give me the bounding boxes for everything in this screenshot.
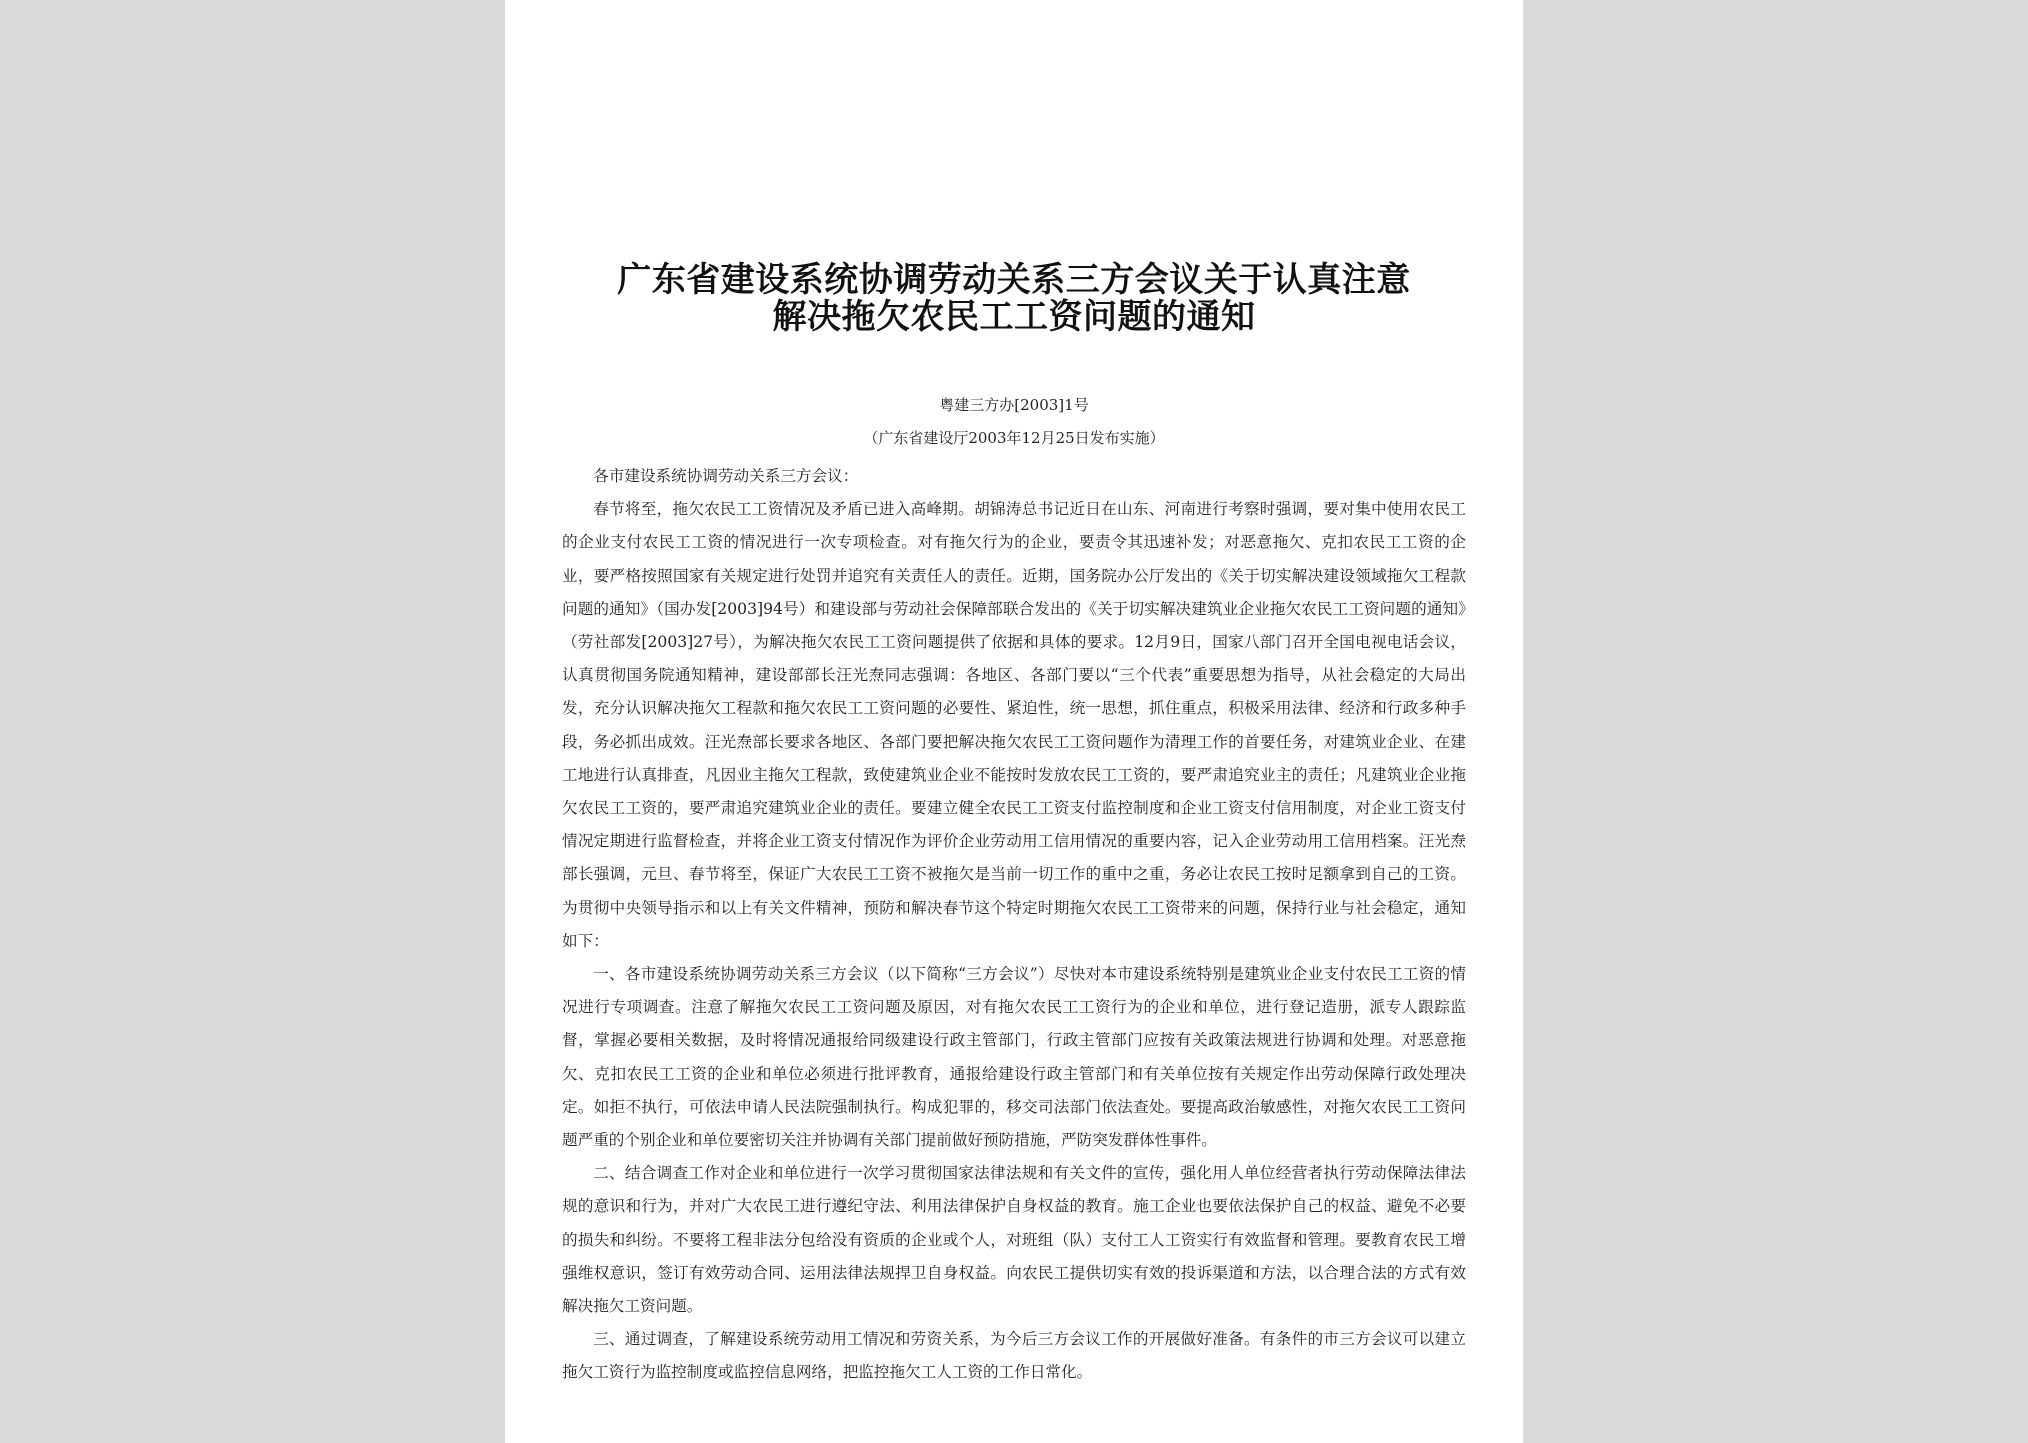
issue-info: （广东省建设厅2003年12月25日发布实施） [863,429,1165,447]
title-line-1: 广东省建设系统协调劳动关系三方会议关于认真注意 [617,260,1411,300]
document-page [505,0,1523,1443]
paragraph-item-2: 二、结合调查工作对企业和单位进行一次学习贯彻国家法律法规和有关文件的宣传，强化用人单位经营者执行劳动保障法律法规的意识和行为，并对广大农民工进行遵纪守法、利用法律保护自身权益的教育。施工企业也要依法保护自己的权益、避免不必要的损失和纠纷。不要将工程非法分包给没有资质的企业或个人，对班组（队）支付工人工资实行有效监督和管理。要教育农民工增强维权意识，签订有效劳动合同、运用法律法规捍卫自身权益。向农民工提供切实有效的投诉渠道和方法，以合理合法的方式有效解决拖欠工资问题。 [562,1164,1466,1316]
document-number: 粤建三方办[2003]1号 [939,396,1089,414]
document-body [562,460,1466,1390]
title-line-2: 解决拖欠农民工工资问题的通知 [772,297,1256,337]
paragraph-intro: 春节将至，拖欠农民工工资情况及矛盾已进入高峰期。胡锦涛总书记近日在山东、河南进行考察时强调，要对集中使用农民工的企业支付农民工工资的情况进行一次专项检查。对有拖欠行为的企业，要责令其迅速补发；对恶意拖欠、克扣农民工工资的企业，要严格按照国家有关规定进行处罚并追究有关责任人的责任。近期，国务院办公厅发出的《关于切实解决建设领域拖欠工程款问题的通知》（国办发[2003]94号）和建设部与劳动社会保障部联合发出的《关于切实解决建筑业企业拖欠农民工工资问题的通知》（劳社部发[2003]27号），为解决拖欠农民工工资问题提供了依据和具体的要求。12月9日，国家八部门召开全国电视电话会议，认真贯彻国务院通知精神，建设部部长汪光焘同志强调：各地区、各部门要以“三个代表”重要思想为指导，从社会稳定的大局出发，充分认识解决拖欠工程款和拖欠农民工工资问题的必要性、紧迫性，统一思想，抓住重点，积极采用法律、经济和行政多种手段，务必抓出成效。汪光焘部长要求各地区、各部门要把解决拖欠农民工工资问题作为清理工作的首要任务，对建筑业企业、在建工地进行认真排查，凡因业主拖欠工程款，致使建筑业企业不能按时发放农民工工资的，要严肃追究业主的责任；凡建筑业企业拖欠农民工工资的，要严肃追究建筑业企业的责任。要建立健全农民工工资支付监控制度和企业工资支付信用制度，对企业工资支付情况定期进行监督检查，并将企业工资支付情况作为评价企业劳动用工信用情况的重要内容，记入企业劳动用工信用档案。汪光焘部长强调，元旦、春节将至，保证广大农民工工资不被拖欠是当前一切工作的重中之重，务必让农民工按时足额拿到自己的工资。为贯彻中央领导指示和以上有关文件精神，预防和解决春节这个特定时期拖欠农民工工资带来的问题，保持行业与社会稳定，通知如下： [562,500,1466,950]
document-title [562,262,1466,336]
salutation: 各市建设系统协调劳动关系三方会议： [593,467,859,485]
paragraph-item-3: 三、通过调查，了解建设系统劳动用工情况和劳资关系，为今后三方会议工作的开展做好准备。有条件的市三方会议可以建立拖欠工资行为监控制度或监控信息网络，把监控拖欠工人工资的工作日常化。 [562,1330,1466,1382]
paragraph-item-1: 一、各市建设系统协调劳动关系三方会议（以下简称“三方会议”）尽快对本市建设系统特别是建筑业企业支付农民工工资的情况进行专项调查。注意了解拖欠农民工工资问题及原因，对有拖欠农民工工资行为的企业和单位，进行登记造册，派专人跟踪监督，掌握必要相关数据，及时将情况通报给同级建设行政主管部门，行政主管部门应按有关政策法规进行协调和处理。对恶意拖欠、克扣农民工工资的企业和单位必须进行批评教育，通报给建设行政主管部门和有关单位按有关规定作出劳动保障行政处理决定。如拒不执行，可依法申请人民法院强制执行。构成犯罪的，移交司法部门依法查处。要提高政治敏感性，对拖欠农民工工资问题严重的个别企业和单位要密切关注并协调有关部门提前做好预防措施，严防突发群体性事件。 [562,965,1466,1150]
